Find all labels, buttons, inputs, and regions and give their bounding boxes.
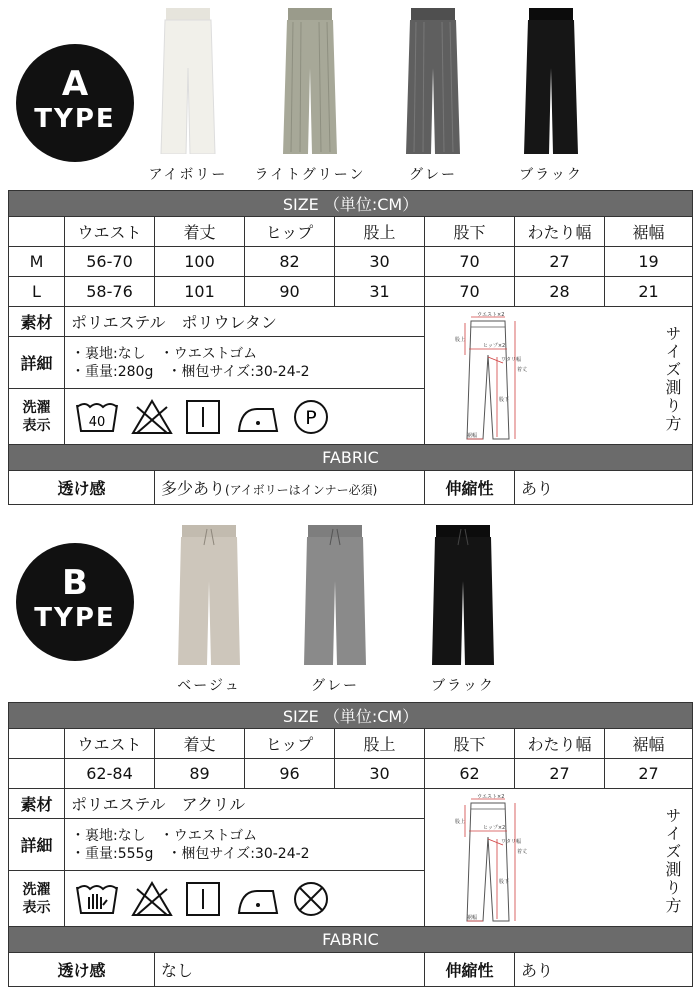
measure-title: サイズ測り方	[663, 807, 683, 915]
value-cell: 31	[335, 277, 425, 307]
care-symbols	[65, 389, 425, 445]
measure-title: サイズ測り方	[663, 325, 683, 433]
fabric-row	[9, 953, 693, 987]
color-label: グレー	[409, 167, 457, 183]
care-symbols	[65, 871, 425, 927]
product-beige[interactable]	[164, 525, 254, 695]
detail-line: ・裏地:なし ・ウエストゴム	[71, 827, 258, 844]
iron-icon	[233, 399, 281, 435]
iron-icon	[233, 881, 281, 917]
wash-tub-icon	[75, 399, 119, 435]
diagram-label: ウエスト×2	[477, 312, 505, 318]
badge-word: TYPE	[34, 104, 116, 134]
value-cell: 101	[155, 277, 245, 307]
detail-label: 詳細	[9, 819, 65, 871]
color-label: グレー	[311, 678, 359, 694]
column-header: ヒップ	[245, 217, 335, 247]
value-cell: 82	[245, 247, 335, 277]
column-header: わたり幅	[515, 729, 605, 759]
pants-diagram-icon	[431, 793, 681, 923]
fabric-header: FABRIC	[9, 445, 693, 471]
value-cell: 62	[425, 759, 515, 789]
pants-diagram-icon	[431, 311, 681, 441]
detail-value	[65, 337, 425, 389]
stretch-label: 伸縮性	[425, 953, 515, 987]
detail-line: ・重量:280g ・梱包サイズ:30-24-2	[71, 363, 310, 380]
column-header: 着丈	[155, 729, 245, 759]
value-cell: 56-70	[65, 247, 155, 277]
material-value: ポリエステル アクリル	[65, 789, 425, 819]
column-header: 股下	[425, 729, 515, 759]
care-label-line: 表示	[22, 417, 51, 434]
color-label: ブラック	[519, 167, 583, 183]
fabric-header: FABRIC	[9, 927, 693, 953]
dry-clean-letter: P	[305, 406, 317, 429]
type-b-section	[0, 515, 700, 1000]
size-cell: M	[9, 247, 65, 277]
material-label: 素材	[9, 307, 65, 337]
value-cell: 27	[515, 759, 605, 789]
pants-image	[302, 525, 368, 665]
value-cell: 70	[425, 247, 515, 277]
material-label: 素材	[9, 789, 65, 819]
diagram-label: ウエスト×2	[477, 794, 505, 800]
wash-temp: 40	[88, 414, 106, 430]
column-header: 裾幅	[605, 729, 693, 759]
table-row	[9, 759, 693, 789]
column-header: 股下	[425, 217, 515, 247]
value-cell: 58-76	[65, 277, 155, 307]
care-label	[9, 389, 65, 445]
type-b-badge	[16, 543, 134, 661]
sheer-value: なし	[155, 953, 425, 987]
pants-image	[159, 8, 217, 154]
table-row	[9, 247, 693, 277]
sheer-value	[155, 471, 425, 505]
diagram-label: 裾幅	[467, 433, 478, 439]
product-black[interactable]	[418, 525, 508, 695]
detail-label: 詳細	[9, 337, 65, 389]
care-label-line: 表示	[22, 899, 51, 916]
line-dry-icon	[185, 881, 221, 917]
spec-table-a	[8, 190, 693, 505]
column-header: ヒップ	[245, 729, 335, 759]
value-cell: 30	[335, 759, 425, 789]
size-header: SIZE （単位:CM）	[9, 703, 693, 729]
color-label: アイボリー	[148, 167, 228, 183]
product-black[interactable]	[503, 8, 599, 184]
product-light-green[interactable]	[250, 8, 370, 184]
sheer-label: 透け感	[9, 953, 155, 987]
diagram-label: 着丈	[517, 849, 528, 855]
color-label: ブラック	[431, 678, 495, 694]
line-dry-icon	[185, 399, 221, 435]
value-cell: 27	[515, 247, 605, 277]
diagram-label: 裾幅	[467, 915, 478, 921]
pants-image	[430, 525, 496, 665]
diagram-label: 股下	[499, 397, 510, 403]
table-row	[9, 277, 693, 307]
column-header-row	[9, 729, 693, 759]
pants-image	[281, 8, 339, 154]
product-gray[interactable]	[290, 525, 380, 695]
value-cell: 90	[245, 277, 335, 307]
diagram-label: 股下	[499, 879, 510, 885]
stretch-value: あり	[515, 953, 693, 987]
sheer-note: (アイボリーはインナー必須)	[225, 483, 378, 497]
material-row	[9, 789, 693, 819]
column-header: 股上	[335, 729, 425, 759]
value-cell: 30	[335, 247, 425, 277]
product-gray[interactable]	[385, 8, 481, 184]
badge-letter: B	[62, 563, 88, 603]
diagram-label: 股上	[455, 337, 466, 343]
fabric-row	[9, 471, 693, 505]
no-bleach-icon	[131, 399, 173, 435]
value-cell: 70	[425, 277, 515, 307]
detail-value	[65, 819, 425, 871]
measurement-diagram	[425, 307, 693, 445]
sheer-label: 透け感	[9, 471, 155, 505]
color-label: ベージュ	[177, 678, 241, 694]
column-header: 裾幅	[605, 217, 693, 247]
diagram-label: ワタリ幅	[501, 357, 521, 363]
value-cell: 19	[605, 247, 693, 277]
diagram-label: ワタリ幅	[501, 839, 521, 845]
care-label-line: 洗濯	[22, 399, 51, 416]
diagram-label: ヒップ×2	[483, 343, 506, 349]
no-bleach-icon	[131, 881, 173, 917]
column-header: 着丈	[155, 217, 245, 247]
care-label-line: 洗濯	[22, 881, 51, 898]
pants-image	[176, 525, 242, 665]
dry-clean-icon	[293, 399, 329, 435]
measurement-diagram	[425, 789, 693, 927]
diagram-label: 股上	[455, 819, 466, 825]
value-cell: 62-84	[65, 759, 155, 789]
hand-wash-icon	[75, 881, 119, 917]
value-cell: 21	[605, 277, 693, 307]
size-cell	[9, 759, 65, 789]
diagram-label: 着丈	[517, 367, 528, 373]
care-label	[9, 871, 65, 927]
product-ivory[interactable]	[140, 8, 236, 184]
badge-letter: A	[61, 64, 89, 104]
value-cell: 89	[155, 759, 245, 789]
badge-word: TYPE	[34, 603, 116, 633]
value-cell: 27	[605, 759, 693, 789]
material-row	[9, 307, 693, 337]
pants-image	[404, 8, 462, 154]
size-header: SIZE （単位:CM）	[9, 191, 693, 217]
column-header: ウエスト	[65, 217, 155, 247]
material-value: ポリエステル ポリウレタン	[65, 307, 425, 337]
color-label: ライトグリーン	[254, 167, 366, 183]
value-cell: 96	[245, 759, 335, 789]
spec-table-b	[8, 702, 693, 987]
type-a-badge	[16, 44, 134, 162]
value-cell: 100	[155, 247, 245, 277]
stretch-label: 伸縮性	[425, 471, 515, 505]
value-cell: 28	[515, 277, 605, 307]
detail-line: ・裏地:なし ・ウエストゴム	[71, 345, 258, 362]
column-header-row	[9, 217, 693, 247]
no-dry-clean-icon	[293, 881, 329, 917]
column-header: 股上	[335, 217, 425, 247]
detail-line: ・重量:555g ・梱包サイズ:30-24-2	[71, 845, 310, 862]
column-header: ウエスト	[65, 729, 155, 759]
diagram-label: ヒップ×2	[483, 825, 506, 831]
size-cell: L	[9, 277, 65, 307]
sheer-value-main: 多少あり	[161, 479, 226, 498]
column-header: わたり幅	[515, 217, 605, 247]
pants-image	[522, 8, 580, 154]
stretch-value: あり	[515, 471, 693, 505]
